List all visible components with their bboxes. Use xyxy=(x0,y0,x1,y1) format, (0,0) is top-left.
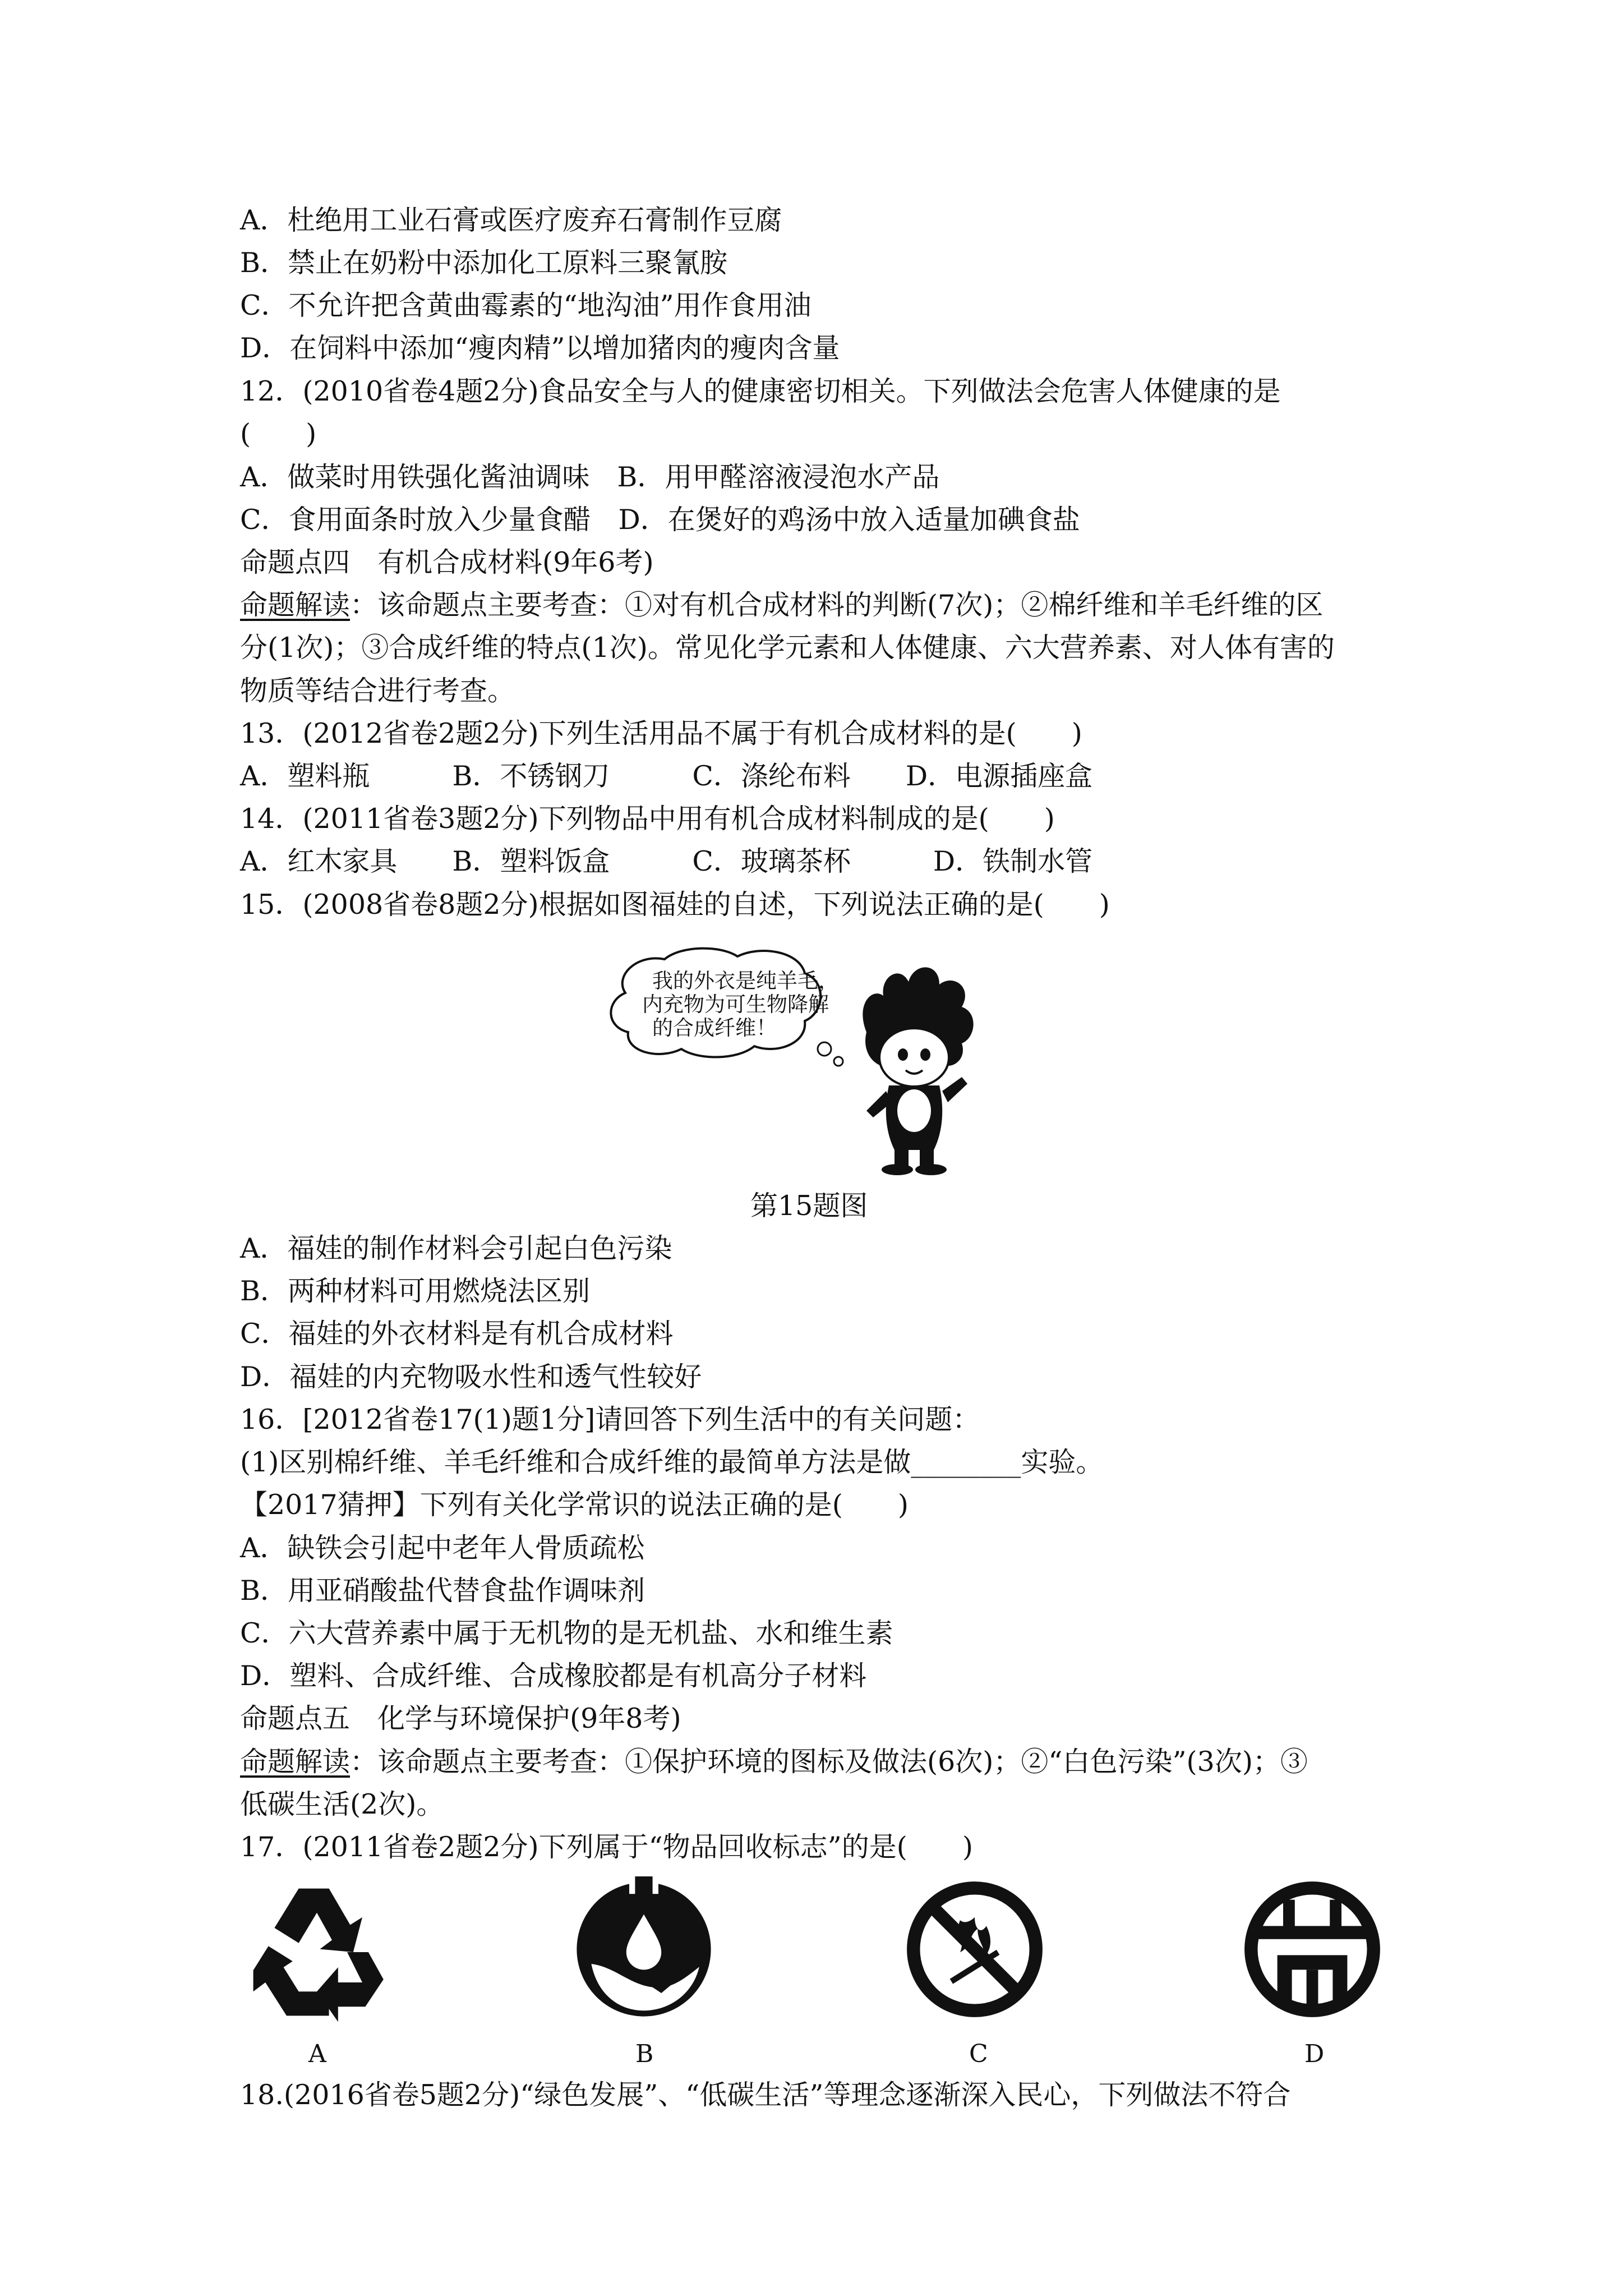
q13-options: A．塑料瓶 B．不锈钢刀 C．涤纶布料 D．电源插座盒 xyxy=(240,760,1093,792)
point4-reading-line1 xyxy=(240,591,1323,619)
icon-label-b: B xyxy=(635,2040,654,2068)
q18-stem: 18.(2016省卷5题2分)“绿色发展”、“低碳生活”等理念逐渐深入民心，下列做法不符合 xyxy=(240,2079,1291,2111)
q15-option-b: B．两种材料可用燃烧法区别 xyxy=(240,1275,591,1307)
fuwa-character xyxy=(863,967,973,1175)
q12-stem: 12．(2010省卷4题2分)食品安全与人的健康密切相关。下列做法会危害人体健康的是 xyxy=(240,375,1281,407)
q12-options-row1: A．做菜时用铁强化酱油调味 B．用甲醛溶液浸泡水产品 xyxy=(240,461,940,493)
point4-title: 命题点四 有机合成材料(9年6考) xyxy=(240,546,654,578)
q15-stem: 15．(2008省卷8题2分)根据如图福娃的自述，下列说法正确的是( ) xyxy=(240,889,1110,921)
q12-answer-paren: ( ) xyxy=(240,418,317,450)
guess-stem: 【2017猜押】下列有关化学常识的说法正确的是( ) xyxy=(240,1489,909,1521)
bubble-dot-2 xyxy=(834,1057,843,1066)
reading-text: ：该命题点主要考查：①保护环境的图标及做法(6次)；②“白色污染”(3次)；③ xyxy=(350,1746,1308,1778)
reading-label: 命题解读 xyxy=(240,589,351,621)
q14-stem: 14．(2011省卷3题2分)下列物品中用有机合成材料制成的是( ) xyxy=(240,803,1055,835)
q15-option-a: A．福娃的制作材料会引起白色污染 xyxy=(240,1232,672,1264)
q16-subquestion: (1)区别棉纤维、羊毛纤维和合成纤维的最简单方法是做________实验。 xyxy=(240,1446,1104,1478)
q16-stem: 16．[2012省卷17(1)题1分]请回答下列生活中的有关问题： xyxy=(240,1404,980,1435)
reading-label: 命题解读 xyxy=(240,1746,351,1778)
point5-reading-line1 xyxy=(240,1746,1308,1778)
q15-option-c: C．福娃的外衣材料是有机合成材料 xyxy=(240,1318,674,1350)
reading-text: ：该命题点主要考查：①对有机合成材料的判断(7次)；②棉纤维和羊毛纤维的区 xyxy=(350,589,1324,621)
bubble-dot-1 xyxy=(818,1042,831,1056)
guess-option-d: D．塑料、合成纤维、合成橡胶都是有机高分子材料 xyxy=(240,1660,867,1692)
q11-option-d: D．在饲料中添加“瘦肉精”以增加猪肉的瘦肉含量 xyxy=(240,332,840,364)
fuwa-figure xyxy=(603,942,1018,1178)
q17-stem: 17．(2011省卷2题2分)下列属于“物品回收标志”的是( ) xyxy=(240,1831,973,1863)
q12-options-row2: C．食用面条时放入少量食醋 D．在煲好的鸡汤中放入适量加碘食盐 xyxy=(240,504,1080,536)
figure-caption: 第15题图 xyxy=(750,1190,868,1222)
q11-option-a: A．杜绝用工业石膏或医疗废弃石膏制作豆腐 xyxy=(240,204,782,236)
icon-label-d: D xyxy=(1304,2040,1325,2068)
guess-option-b: B．用亚硝酸盐代替食盐作调味剂 xyxy=(240,1575,645,1607)
bubble-text-1: 我的外衣是纯羊毛， xyxy=(652,969,839,993)
point4-reading-line3: 物质等结合进行考查。 xyxy=(240,675,515,707)
no-fire-icon xyxy=(902,1876,1048,2022)
icon-label-a: A xyxy=(308,2040,326,2068)
bubble-text-2: 内充物为可生物降解 xyxy=(642,992,829,1016)
guess-option-c: C．六大营养素中属于无机物的是无机盐、水和维生素 xyxy=(240,1617,893,1649)
point5-title: 命题点五 化学与环境保护(9年8考) xyxy=(240,1703,681,1734)
point5-reading-line2: 低碳生活(2次)。 xyxy=(240,1788,444,1820)
q13-stem: 13．(2012省卷2题2分)下列生活用品不属于有机合成材料的是( ) xyxy=(240,717,1082,749)
icon-label-c: C xyxy=(969,2040,988,2068)
bubble-text-3: 的合成纤维！ xyxy=(652,1016,777,1040)
public-facility-icon xyxy=(1239,1876,1385,2022)
recycle-icon xyxy=(241,1876,393,2028)
q11-option-b: B．禁止在奶粉中添加化工原料三聚氰胺 xyxy=(240,247,728,279)
q11-option-c: C．不允许把含黄曲霉素的“地沟油”用作食用油 xyxy=(240,289,811,321)
water-saving-icon xyxy=(571,1876,717,2022)
point4-reading-line2: 分(1次)；③合成纤维的特点(1次)。常见化学元素和人体健康、六大营养素、对人体有害的 xyxy=(240,632,1335,664)
q14-options: A．红木家具 B．塑料饭盒 C．玻璃茶杯 D．铁制水管 xyxy=(240,845,1093,877)
guess-option-a: A．缺铁会引起中老年人骨质疏松 xyxy=(240,1532,645,1564)
q15-option-d: D．福娃的内充物吸水性和透气性较好 xyxy=(240,1361,702,1393)
